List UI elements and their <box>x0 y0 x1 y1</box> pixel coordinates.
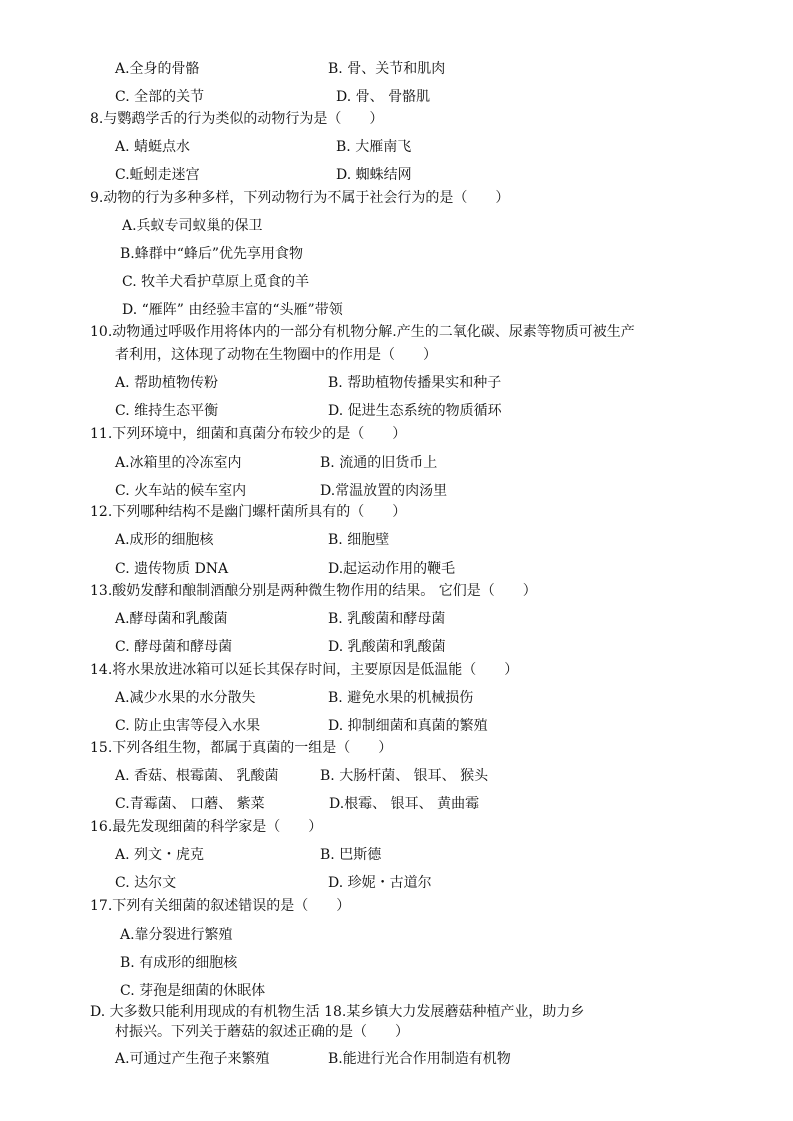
q14-option-b: B. 避免水果的机械损伤 <box>328 690 474 706</box>
q16-option-c: C. 达尔文 <box>115 875 177 891</box>
q12-option-b: B. 细胞壁 <box>328 532 390 548</box>
q11-option-d: D.常温放置的肉汤里 <box>320 483 448 499</box>
q11-option-a: A.冰箱里的冷冻室内 <box>115 455 242 471</box>
q15-option-d: D.根霉、 银耳、 黄曲霉 <box>329 796 480 812</box>
q9-stem: 9.动物的行为多种多样，下列动物行为不属于社会行为的是（ ） <box>90 190 510 206</box>
q16-option-a: A. 列文・虎克 <box>115 847 205 863</box>
q16-stem: 16.最先发现细菌的科学家是（ ） <box>90 819 323 835</box>
q7-option-a: A.全身的骨骼 <box>115 61 200 77</box>
q18-stem-line1: D. 大多数只能利用现成的有机物生活 18.某乡镇大力发展蘑菇种植产业，助力乡 <box>90 1004 585 1020</box>
q8-option-b: B. 大雁南飞 <box>336 139 412 155</box>
q15-option-a: A. 香菇、根霉菌、 乳酸菌 <box>115 768 279 784</box>
q15-option-b: B. 大肠杆菌、 银耳、 猴头 <box>320 768 489 784</box>
q12-option-d: D.起运动作用的鞭毛 <box>328 561 456 577</box>
q14-option-d: D. 抑制细菌和真菌的繁殖 <box>328 718 488 734</box>
q9-option-c: C. 牧羊犬看护草原上觅食的羊 <box>122 274 310 290</box>
q15-option-c: C.青霉菌、 口蘑、 紫菜 <box>115 796 265 812</box>
q10-option-c: C. 维持生态平衡 <box>115 403 219 419</box>
q7-option-b: B. 骨、关节和肌肉 <box>328 61 446 77</box>
q13-option-d: D. 乳酸菌和乳酸菌 <box>328 639 446 655</box>
q12-option-a: A.成形的细胞核 <box>115 532 214 548</box>
q14-option-a: A.减少水果的水分散失 <box>115 690 256 706</box>
q14-option-c: C. 防止虫害等侵入水果 <box>115 718 261 734</box>
q9-option-d: D. “雁阵” 由经验丰富的“头雁”带领 <box>122 302 343 318</box>
q9-option-b: B.蜂群中“蜂后”优先享用食物 <box>120 246 304 262</box>
q8-option-c: C.蚯蚓走迷宫 <box>115 167 200 183</box>
q8-stem: 8.与鹦鹉学舌的行为类似的动物行为是（ ） <box>90 111 384 127</box>
q10-stem-line2: 者利用，这体现了动物在生物圈中的作用是（ ） <box>115 347 437 363</box>
q8-option-a: A. 蜻蜓点水 <box>115 139 191 155</box>
q10-option-d: D. 促进生态系统的物质循环 <box>328 403 502 419</box>
q11-option-b: B. 流通的旧货币上 <box>320 455 438 471</box>
q10-option-a: A. 帮助植物传粉 <box>115 375 219 391</box>
q11-stem: 11.下列环境中，细菌和真菌分布较少的是（ ） <box>90 426 407 442</box>
q16-option-b: B. 巴斯德 <box>320 847 382 863</box>
q12-stem: 12.下列哪种结构不是幽门螺杆菌所具有的（ ） <box>90 504 407 520</box>
q13-option-c: C. 酵母菌和酵母菌 <box>115 639 233 655</box>
q14-stem: 14.将水果放进冰箱可以延长其保存时间，主要原因是低温能（ ） <box>90 662 519 678</box>
q17-option-c: C. 芽孢是细菌的休眠体 <box>120 983 266 999</box>
q17-option-a: A.靠分裂进行繁殖 <box>120 927 233 943</box>
q7-option-d: D. 骨、 骨骼肌 <box>336 89 431 105</box>
q18-stem-line2: 村振兴。下列关于蘑菇的叙述正确的是（ ） <box>115 1024 409 1040</box>
q13-stem: 13.酸奶发酵和酿制酒酿分别是两种微生物作用的结果。 它们是（ ） <box>90 583 537 599</box>
q7-option-c: C. 全部的关节 <box>115 89 205 105</box>
q10-option-b: B. 帮助植物传播果实和种子 <box>328 375 502 391</box>
q13-option-a: A.酵母菌和乳酸菌 <box>115 611 228 627</box>
q17-stem: 17.下列有关细菌的叙述错误的是（ ） <box>90 898 351 914</box>
q11-option-c: C. 火车站的候车室内 <box>115 483 247 499</box>
q13-option-b: B. 乳酸菌和酵母菌 <box>328 611 446 627</box>
q16-option-d: D. 珍妮・古道尔 <box>328 875 432 891</box>
q15-stem: 15.下列各组生物，都属于真菌的一组是（ ） <box>90 740 393 756</box>
q18-option-b: B.能进行光合作用制造有机物 <box>328 1051 511 1067</box>
q12-option-c: C. 遗传物质 DNA <box>115 561 229 577</box>
q8-option-d: D. 蜘蛛结网 <box>336 167 412 183</box>
q17-option-b: B. 有成形的细胞核 <box>120 955 238 971</box>
q9-option-a: A.兵蚁专司蚁巢的保卫 <box>122 218 263 234</box>
q10-stem-line1: 10.动物通过呼吸作用将体内的一部分有机物分解.产生的二氧化碳、尿素等物质可被生产 <box>90 324 635 340</box>
q18-option-a: A.可通过产生孢子来繁殖 <box>115 1051 270 1067</box>
